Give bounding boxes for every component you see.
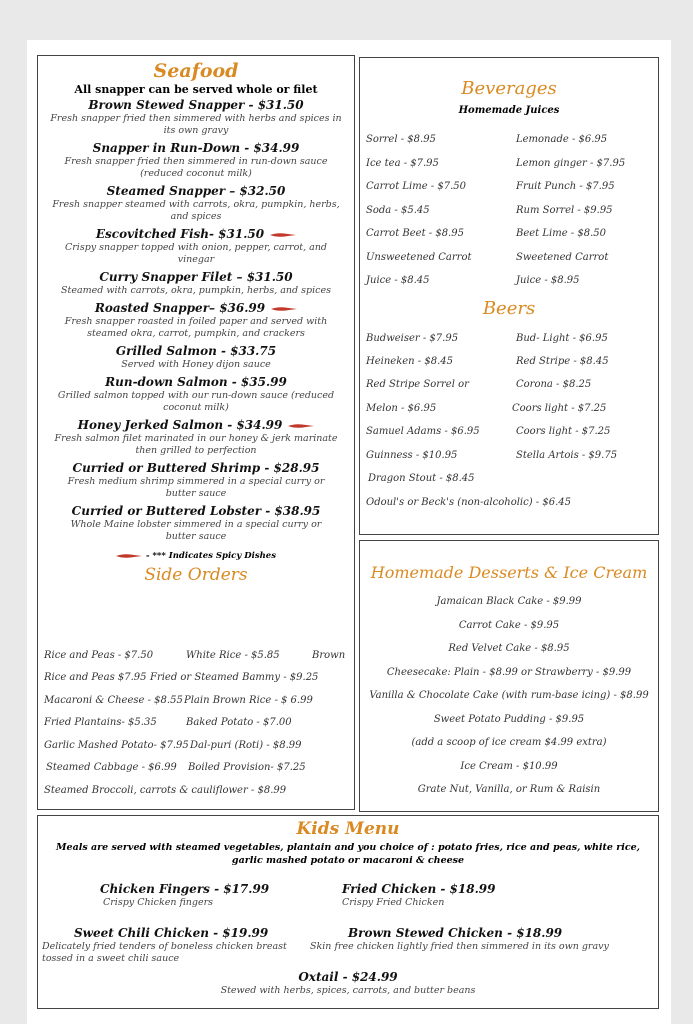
beer-item: Guinness - $10.95 xyxy=(366,450,458,461)
dish-name: Sweet Chili Chicken - $19.99 xyxy=(74,926,269,940)
beer-item: Stella Artois - $9.75 xyxy=(516,450,618,461)
dish-desc: Whole Maine lobster simmered in a special curry or butter sauce xyxy=(70,519,322,542)
dish-name: Brown Stewed Chicken - $18.99 xyxy=(348,926,563,940)
side-item: Fried Plantains- $5.35 xyxy=(44,717,157,728)
dish-name: Steamed Snapper – $32.50 xyxy=(106,184,286,198)
dish-name: Run-down Salmon - $35.99 xyxy=(105,375,287,389)
dessert-item: Sweet Potato Pudding - $9.95 xyxy=(433,713,585,725)
juice-item: Unsweetened Carrot xyxy=(366,252,472,263)
side-item: Boiled Provision- $7.25 xyxy=(188,762,306,773)
kids-title: Kids Menu xyxy=(296,819,400,839)
juice-item: Sorrel - $8.95 xyxy=(366,134,436,145)
dish-desc: Skin free chicken lightly fried then simmered in its own gravy xyxy=(310,941,609,952)
seafood-item xyxy=(38,184,354,223)
dessert-item: Ice Cream - $10.99 xyxy=(460,760,558,772)
dish-desc: Fresh snapper roasted in foiled paper and served with steamed okra, carrot, pumpkin, and crackers xyxy=(64,316,328,339)
side-item: Plain Brown Rice - $ 6.99 xyxy=(184,695,313,706)
dish-desc: Fresh snapper steamed with carrots, okra, pumpkin, herbs, and spices xyxy=(52,199,340,222)
beverages-section xyxy=(359,57,659,535)
kids-item xyxy=(342,882,495,909)
beers-title: Beers xyxy=(482,298,536,319)
dessert-item: Grate Nut, Vanilla, or Rum & Raisin xyxy=(417,784,601,795)
dish-desc: Served with Honey dijon sauce xyxy=(121,359,271,370)
seafood-title: Seafood xyxy=(153,60,239,82)
dish-name: Snapper in Run-Down - $34.99 xyxy=(92,141,300,155)
seafood-item xyxy=(38,141,354,180)
dish-name: Fried Chicken - $18.99 xyxy=(342,882,496,896)
dessert-list xyxy=(360,590,658,802)
desserts-title: Homemade Desserts & Ice Cream xyxy=(370,563,648,582)
dessert-item: Vanilla & Chocolate Cake (with rum-base icing) - $8.99 xyxy=(369,690,649,701)
beer-item: Corona - $8.25 xyxy=(516,379,592,390)
juice-item: Lemonade - $6.95 xyxy=(516,134,608,145)
juice-item: Ice tea - $7.95 xyxy=(366,158,439,169)
dish-name-text: Escovitched Fish- $31.50 xyxy=(95,227,265,241)
beer-item: Red Stripe - $8.45 xyxy=(516,356,609,367)
juice-item: Soda - $5.45 xyxy=(366,205,430,216)
chili-pepper-icon xyxy=(116,553,142,559)
side-item: Brown xyxy=(312,650,346,661)
kids-intro-line: Meals are served with steamed vegetables, plantain and you choice of : potato fries, rice and peas, white rice, xyxy=(56,842,640,853)
dish-name-text: Roasted Snapper– $36.99 xyxy=(94,301,266,315)
dessert-item: Jamaican Black Cake - $9.99 xyxy=(436,596,582,607)
chili-pepper-icon xyxy=(288,423,314,429)
beer-item: Odoul's or Beck's (non-alcoholic) - $6.45 xyxy=(366,497,571,508)
side-orders-title: Side Orders xyxy=(144,565,248,585)
beer-item: Coors light - $7.25 xyxy=(512,403,607,414)
dish-name: Oxtail - $24.99 xyxy=(298,970,398,984)
juice-item: Juice - $8.45 xyxy=(366,275,430,286)
juice-item: Lemon ginger - $7.95 xyxy=(516,158,626,169)
dish-desc: Fresh salmon filet marinated in our honey & jerk marinate then grilled to perfection xyxy=(54,433,338,456)
side-item: Garlic Mashed Potato- $7.95 xyxy=(44,740,189,751)
seafood-item xyxy=(38,375,354,414)
kids-intro xyxy=(38,841,658,867)
seafood-item xyxy=(38,418,354,457)
juice-item: Sweetened Carrot xyxy=(516,252,609,263)
dish-name xyxy=(38,301,354,316)
side-item: Steamed Broccoli, carrots & cauliflower - $8.99 xyxy=(44,785,287,796)
spicy-legend xyxy=(38,551,354,561)
dish-name xyxy=(38,418,354,433)
juices-subtitle: Homemade Juices xyxy=(458,105,560,116)
spicy-legend-text: - *** Indicates Spicy Dishes xyxy=(145,551,276,561)
dish-name: Chicken Fingers - $17.99 xyxy=(100,882,270,896)
juice-item: Beet Lime - $8.50 xyxy=(516,228,606,239)
juice-item: Carrot Beet - $8.95 xyxy=(366,228,464,239)
side-item: Steamed Cabbage - $6.99 xyxy=(46,762,177,773)
beer-item: Budweiser - $7.95 xyxy=(366,333,459,344)
seafood-item xyxy=(38,98,354,137)
side-item: Baked Potato - $7.00 xyxy=(186,717,292,728)
seafood-item xyxy=(38,504,354,543)
dessert-item: (add a scoop of ice cream $4.99 extra) xyxy=(411,737,607,748)
dish-desc: Fresh medium shrimp simmered in a special curry or butter sauce xyxy=(67,476,325,499)
dessert-item: Carrot Cake - $9.95 xyxy=(458,619,560,631)
chili-pepper-icon xyxy=(270,232,296,238)
seafood-subtitle: All snapper can be served whole or filet xyxy=(74,83,318,96)
dish-name: Brown Stewed Snapper - $31.50 xyxy=(88,98,304,112)
seafood-item xyxy=(38,227,354,266)
dish-desc: Delicately fried tenders of boneless chicken breast tossed in a sweet chili sauce xyxy=(42,941,287,964)
beer-item: Melon - $6.95 xyxy=(366,403,437,414)
chili-pepper-icon xyxy=(271,306,297,312)
kids-item xyxy=(42,926,292,965)
side-item: Dal-puri (Roti) - $8.99 xyxy=(190,740,302,751)
beer-item: Samuel Adams - $6.95 xyxy=(366,426,480,437)
beer-item: Red Stripe Sorrel or xyxy=(366,379,469,390)
side-item: Rice and Peas $7.95 xyxy=(44,672,147,683)
dish-desc: Fresh snapper fried then simmered in run-down sauce (reduced coconut milk) xyxy=(64,156,328,179)
dish-name: Curry Snapper Filet – $31.50 xyxy=(99,270,293,284)
seafood-item xyxy=(38,270,354,297)
side-item: Fried or Steamed Bammy - $9.25 xyxy=(150,672,319,683)
beer-item: Dragon Stout - $8.45 xyxy=(368,473,475,484)
side-item: Macaroni & Cheese - $8.55 xyxy=(44,695,183,706)
kids-item xyxy=(160,970,536,997)
juice-item: Fruit Punch - $7.95 xyxy=(516,181,615,192)
desserts-section xyxy=(359,540,659,812)
juice-item: Carrot Lime - $7.50 xyxy=(366,181,466,192)
dish-name xyxy=(38,227,354,242)
dish-name: Curried or Buttered Lobster - $38.95 xyxy=(71,504,321,518)
kids-item xyxy=(310,926,610,953)
dish-desc: Crispy Fried Chicken xyxy=(342,897,445,908)
dish-name: Grilled Salmon - $33.75 xyxy=(115,344,277,358)
dish-desc: Crispy Chicken fingers xyxy=(103,897,214,908)
dish-name: Curried or Buttered Shrimp - $28.95 xyxy=(72,461,320,475)
dish-desc: Fresh snapper fried then simmered with herbs and spices in its own gravy xyxy=(50,113,342,136)
dessert-item: Red Velvet Cake - $8.95 xyxy=(448,643,570,654)
beverages-title: Beverages xyxy=(461,78,557,99)
seafood-item xyxy=(38,301,354,340)
beer-item: Bud- Light - $6.95 xyxy=(516,333,608,344)
juice-item: Juice - $8.95 xyxy=(516,275,580,286)
seafood-item xyxy=(38,461,354,500)
dessert-item: Cheesecake: Plain - $8.99 or Strawberry - $9.99 xyxy=(386,666,632,678)
kids-item xyxy=(100,882,269,909)
kids-intro-line: garlic mashed potato or macaroni & cheese xyxy=(231,855,465,866)
dish-name-text: Honey Jerked Salmon - $34.99 xyxy=(77,418,283,432)
beer-item: Heineken - $8.45 xyxy=(366,356,453,367)
beer-item: Coors light - $7.25 xyxy=(516,426,611,437)
dish-desc: Stewed with herbs, spices, carrots, and butter beans xyxy=(220,985,476,996)
dish-desc: Grilled salmon topped with our run-down sauce (reduced coconut milk) xyxy=(57,390,335,413)
dish-desc: Crispy snapper topped with onion, pepper, carrot, and vinegar xyxy=(64,242,328,265)
juice-item: Rum Sorrel - $9.95 xyxy=(516,205,613,216)
side-item: Rice and Peas - $7.50 xyxy=(44,650,154,661)
dish-desc: Steamed with carrots, okra, pumpkin, herbs, and spices xyxy=(61,285,331,296)
seafood-item xyxy=(38,344,354,371)
side-item: White Rice - $5.85 xyxy=(186,650,280,661)
